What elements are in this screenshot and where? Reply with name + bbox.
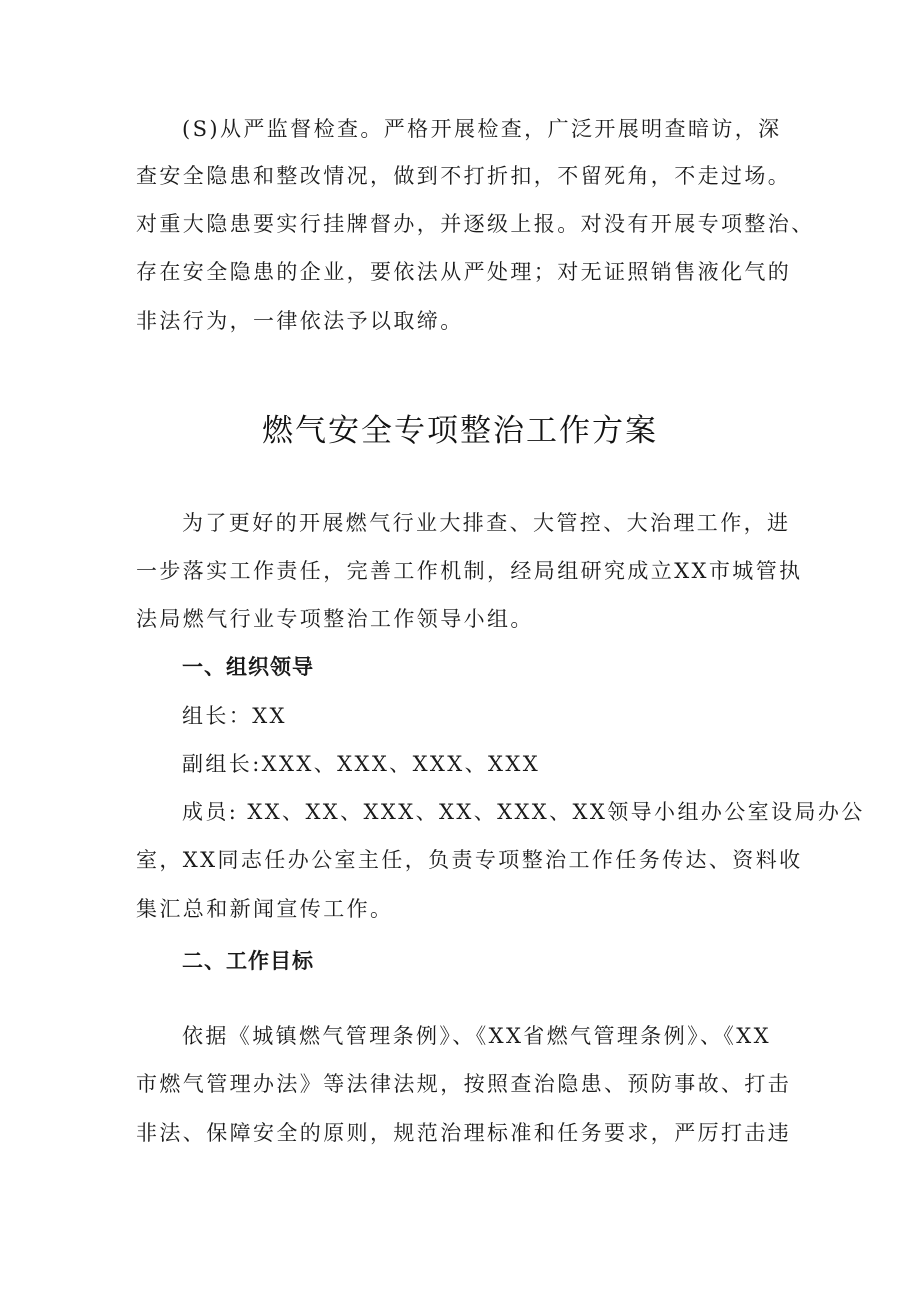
paragraph-line: 对重大隐患要实行挂牌督办，并逐级上报。对没有开展专项整治、 [136, 212, 815, 236]
paragraph-line: 市燃气管理办法》等法律法规，按照查治隐患、预防事故、打击 [136, 1072, 792, 1096]
paragraph-line: 非法行为，一律依法予以取缔。 [136, 309, 464, 333]
paragraph-line: 室，XX同志任办公室主任，负责专项整治工作任务传达、资料收 [136, 848, 803, 872]
paragraph-line: 为了更好的开展燃气行业大排查、大管控、大治理工作，进 [182, 511, 791, 535]
paragraph-line: 集汇总和新闻宣传工作。 [136, 897, 394, 921]
paragraph-line: (S)从严监督检查。严格开展检查，广泛开展明查暗访，深 [182, 117, 782, 141]
document-title: 燃气安全专项整治工作方案 [262, 413, 658, 449]
section-heading-goals: 二、工作目标 [182, 949, 314, 973]
paragraph-line: 存在安全隐患的企业，要依法从严处理；对无证照销售液化气的 [136, 260, 792, 284]
paragraph-line: 一步落实工作责任，完善工作机制，经局组研究成立XX市城管执 [136, 559, 803, 583]
deputy-leaders: 副组长:XXX、XXX、XXX、XXX [182, 752, 541, 776]
paragraph-line: 法局燃气行业专项整治工作领导小组。 [136, 607, 534, 631]
group-leader: 组长：XX [182, 704, 287, 728]
paragraph-line: 非法、保障安全的原则，规范治理标准和任务要求，严厉打击违 [136, 1121, 792, 1145]
paragraph-line: 查安全隐患和整改情况，做到不打折扣，不留死角，不走过场。 [136, 164, 792, 188]
paragraph-line: 成员: XX、XX、XXX、XX、XXX、XX领导小组办公室设局办公 [182, 800, 865, 824]
section-heading-organization: 一、组织领导 [182, 655, 314, 679]
paragraph-line: 依据《城镇燃气管理条例》、《XX省燃气管理条例》、《XX [182, 1024, 771, 1048]
